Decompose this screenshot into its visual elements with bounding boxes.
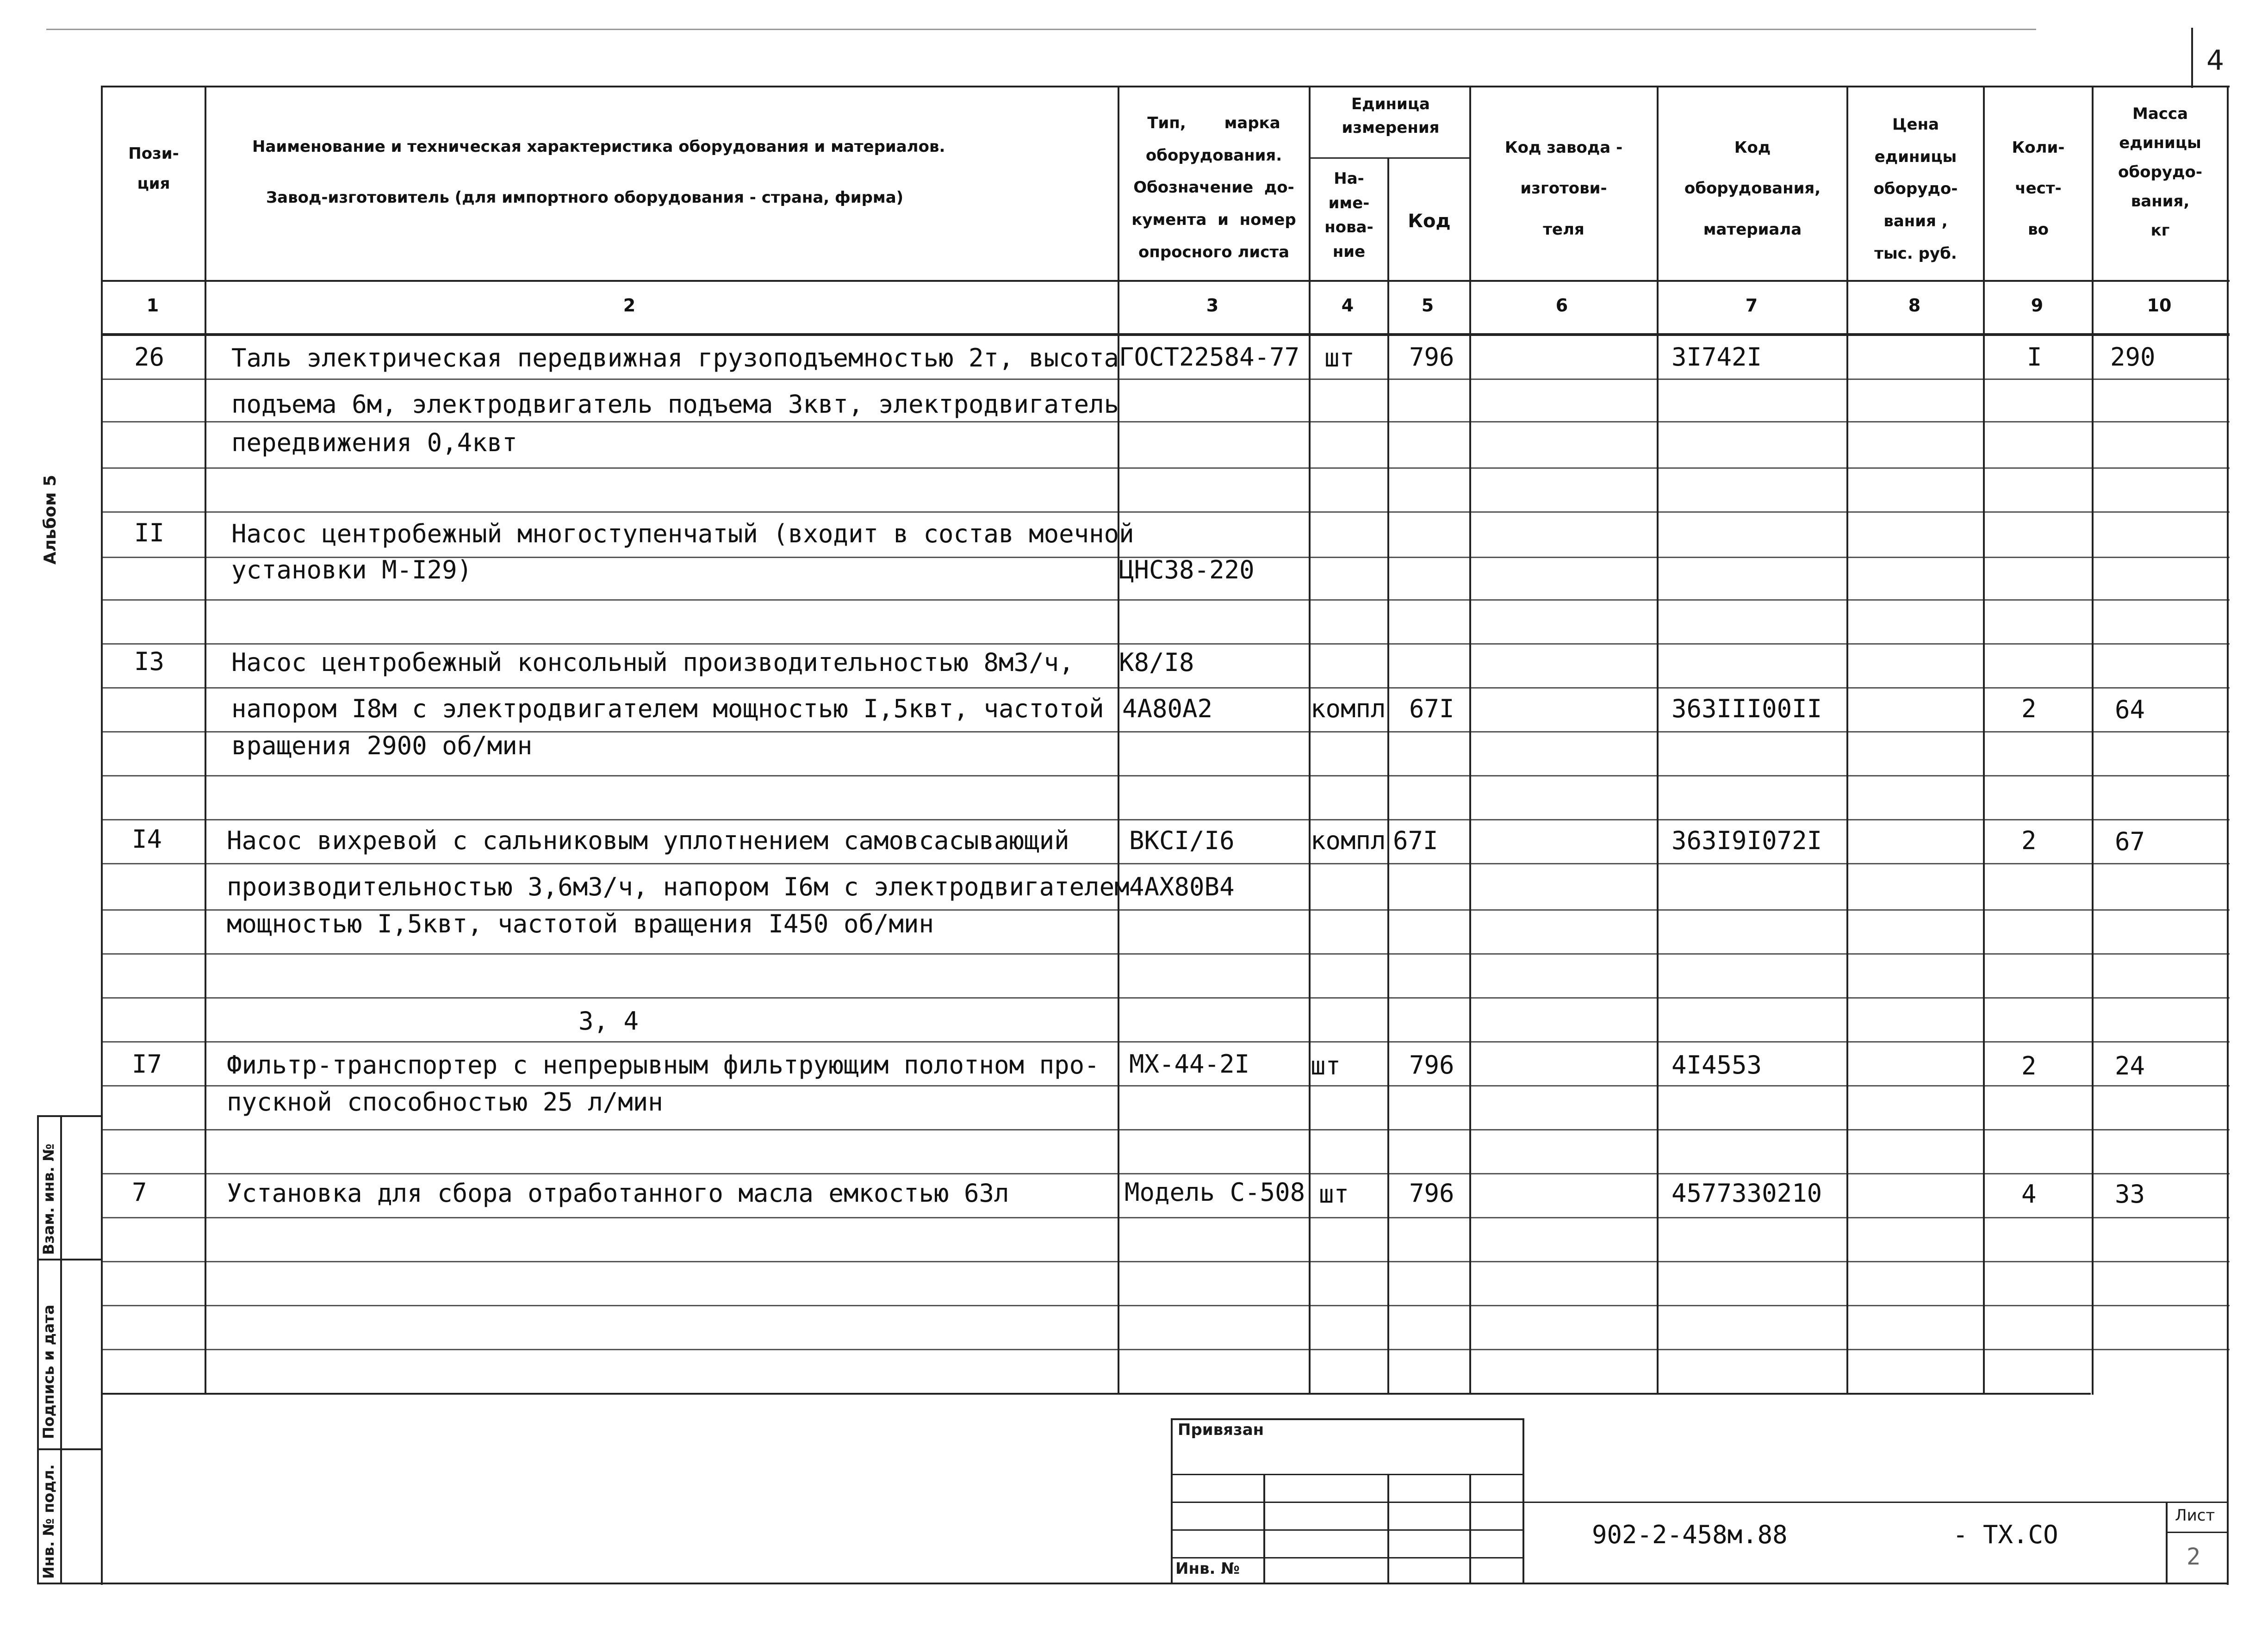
stamp-inv-no: Инв. № <box>1175 1559 1240 1578</box>
row1-equip-code: 3I742I <box>1671 342 1762 372</box>
row4-equip-code: 363I9I072I <box>1671 826 1822 855</box>
row3-name-line1: Насос центробежный консольный производительностью 8м3/ч, <box>231 648 1074 677</box>
stamp-sheet-number: 2 <box>2187 1543 2201 1570</box>
row6-name-line1: Установка для сбора отработанного масла емкостью 63л <box>227 1179 1009 1208</box>
col-num-8: 8 <box>1908 295 1921 316</box>
stamp-privyazan: Привязан <box>1178 1421 1264 1439</box>
row1-qty: I <box>2027 342 2042 372</box>
row3-position: I3 <box>134 647 165 676</box>
row3-mass: 64 <box>2115 695 2145 724</box>
stamp-doc-code: 902-2-458м.88 <box>1592 1520 1788 1549</box>
header-name-line1: Наименование и техническая характеристика оборудования и материалов. <box>252 137 945 156</box>
row4-unit: компл <box>1311 826 1386 855</box>
row4-position: I4 <box>132 825 162 854</box>
row2-position: II <box>134 518 165 547</box>
margin-podpis-label: Подпись и дата <box>40 1304 57 1439</box>
row4-name-line3: мощностью I,5квт, частотой вращения I450 об/мин <box>227 909 934 938</box>
row4-name-line2: производительностью 3,6м3/ч, напором I6м с электродвигателем <box>227 872 1130 901</box>
row6-equip-code: 4577330210 <box>1671 1179 1822 1208</box>
col-num-10: 10 <box>2147 295 2172 316</box>
row5-unit: шт <box>1311 1051 1341 1080</box>
col-num-6: 6 <box>1555 295 1568 316</box>
row6-type: Модель С-508 <box>1125 1178 1305 1207</box>
row5-qty: 2 <box>2021 1051 2037 1080</box>
col-num-2: 2 <box>623 295 636 316</box>
row1-mass: 290 <box>2110 342 2156 372</box>
row1-unit-code: 796 <box>1409 342 1454 372</box>
row4-type1: ВКСI/I6 <box>1129 826 1235 855</box>
stamp-doc-suffix: - ТХ.СО <box>1953 1520 2058 1549</box>
col-num-4: 4 <box>1341 295 1354 316</box>
row5-unit-code: 796 <box>1409 1050 1454 1080</box>
row5-position: I7 <box>132 1049 162 1079</box>
stamp-sheet-label: Лист <box>2175 1506 2215 1525</box>
header-factory-code: Код завода - изготови- теля <box>1504 138 1623 239</box>
row5-mass: 24 <box>2115 1051 2145 1080</box>
row4-mass: 67 <box>2115 827 2145 856</box>
row5-name-line1: Фильтр-транспортер с непрерывным фильтрующим полотном про- <box>227 1050 1100 1080</box>
row5-name-line2: пускной способностью 25 л/мин <box>227 1087 663 1117</box>
row4-name-line1: Насос вихревой с сальниковым уплотнением самовсасывающий <box>227 826 1069 855</box>
row1-type: ГОСТ22584-77 <box>1119 342 1300 372</box>
col-num-3: 3 <box>1206 295 1219 316</box>
col-num-1: 1 <box>146 295 159 316</box>
margin-vzam-label: Взам. инв. № <box>40 1143 57 1255</box>
col-num-5: 5 <box>1421 295 1434 316</box>
header-position: Пози- ция <box>128 144 179 193</box>
album-label: Альбом 5 <box>41 475 60 565</box>
row1-name-line1: Таль электрическая передвижная грузоподъемностью 2т, высота <box>231 343 1119 372</box>
header-equip-code: Код оборудования, материала <box>1684 138 1821 239</box>
row-subheading: 3, 4 <box>578 1006 639 1036</box>
row2-type: ЦНС38-220 <box>1119 555 1255 584</box>
row6-position: 7 <box>132 1178 147 1207</box>
row1-name-line3: передвижения 0,4квт <box>231 428 517 457</box>
row1-position: 26 <box>134 342 165 372</box>
row3-equip-code: 363III00II <box>1671 694 1822 723</box>
margin-inv-podl-label: Инв. № подл. <box>40 1464 57 1579</box>
page-corner-number: 4 <box>2206 44 2225 77</box>
row3-unit-code: 67I <box>1409 694 1454 723</box>
top-scan-line <box>46 29 2036 30</box>
row6-qty: 4 <box>2021 1180 2037 1209</box>
row3-name-line2: напором I8м с электродвигателем мощностью I,5квт, частотой <box>231 694 1104 723</box>
col-num-7: 7 <box>1745 295 1758 316</box>
row3-type2: 4А80А2 <box>1122 694 1213 723</box>
row4-unit-code: 67I <box>1393 826 1438 855</box>
row1-name-line2: подъема 6м, электродвигатель подъема 3квт, электродвигатель <box>231 390 1119 419</box>
row6-unit: шт <box>1319 1180 1349 1209</box>
header-mass: Масса единицы оборудо- вания, кг <box>2118 105 2202 240</box>
header-price: Цена единицы оборудо- вания , тыс. руб. <box>1873 115 1958 263</box>
row5-type: МХ-44-2I <box>1129 1049 1250 1079</box>
row3-unit: компл <box>1311 694 1386 723</box>
header-unit-group: Единица измерения <box>1342 95 1440 137</box>
row3-type1: К8/I8 <box>1119 648 1194 677</box>
header-type: Тип, марка оборудования. Обозначение до- кумента и номер опросного листа <box>1131 114 1296 261</box>
row6-unit-code: 796 <box>1409 1179 1454 1208</box>
col-num-9: 9 <box>2031 295 2044 316</box>
header-qty: Коли- чест- во <box>2012 138 2065 239</box>
corner-mark <box>2191 28 2193 88</box>
row2-name-line1: Насос центробежный многоступенчатый (входит в состав моечной <box>231 519 1134 548</box>
row3-name-line3: вращения 2900 об/мин <box>231 731 533 760</box>
row1-unit: шт <box>1324 343 1355 372</box>
header-unit-code: Код <box>1408 211 1451 232</box>
row6-mass: 33 <box>2115 1180 2145 1209</box>
row3-qty: 2 <box>2021 694 2037 723</box>
row4-type2: 4АХ80В4 <box>1129 872 1235 901</box>
header-name-line2: Завод-изготовитель (для импортного оборудования - страна, фирма) <box>266 188 904 207</box>
row4-qty: 2 <box>2021 826 2037 855</box>
row5-equip-code: 4I4553 <box>1671 1050 1762 1080</box>
header-unit-name: На- име- нова- ние <box>1324 169 1373 261</box>
row2-name-line2: установки М-I29) <box>231 555 472 584</box>
